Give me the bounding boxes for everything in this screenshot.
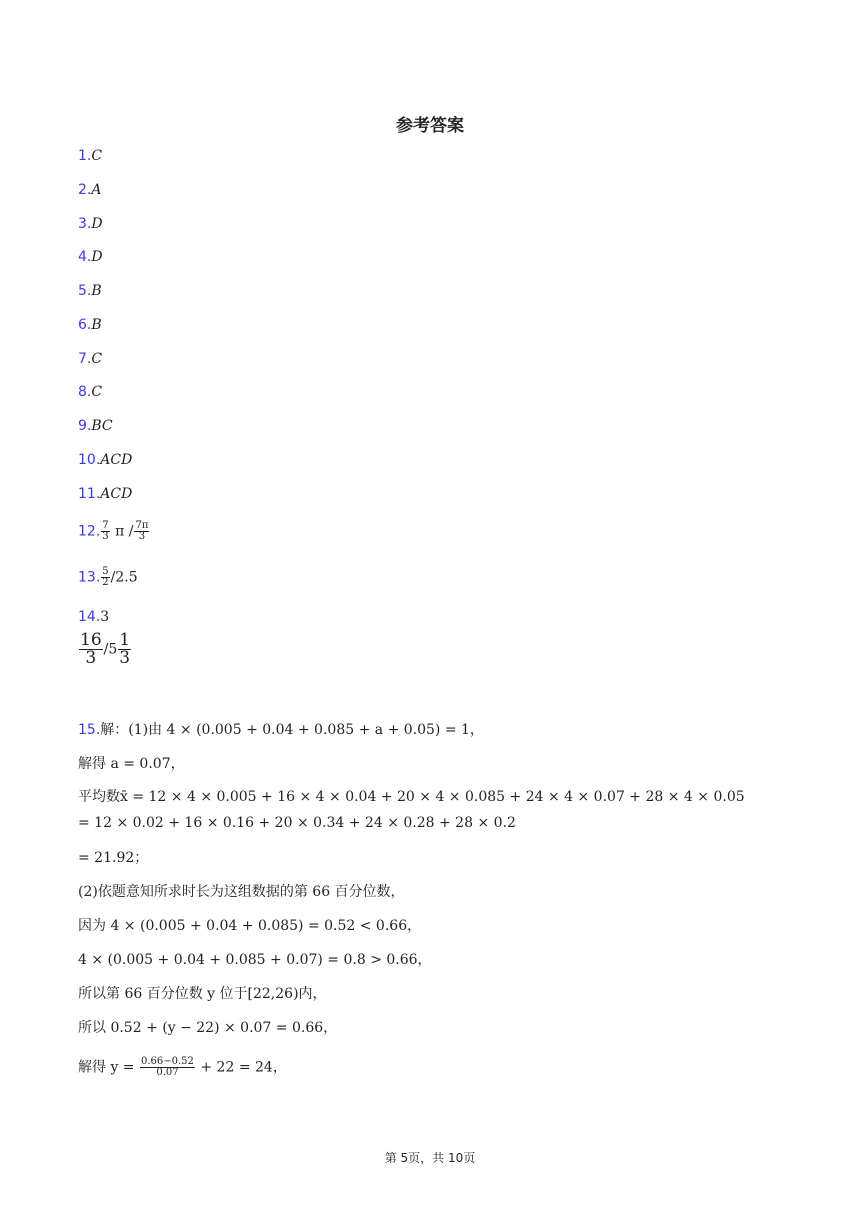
answer-4 <box>78 247 103 267</box>
answer-13: 13. $\frac{5}{2}$ /2.5 <box>78 566 138 588</box>
answer-number: 1. <box>78 148 92 164</box>
answer-value: A <box>91 182 102 198</box>
answer-value: B <box>91 283 102 299</box>
answer-value: D <box>91 249 103 265</box>
answer-14: 14.3 <box>78 609 110 625</box>
answer-3 <box>78 214 103 234</box>
answer-9 <box>78 416 113 436</box>
solution-line: = 12 × 0.02 + 16 × 0.16 + 20 × 0.34 + 24 × 0.28 + 28 × 0.2 <box>78 815 516 831</box>
solution-line: 15.解：(1)由 4 × (0.005 + 0.04 + 0.085 + a + 0.05) = 1， <box>78 722 484 738</box>
answer-6 <box>78 315 102 335</box>
solution-line: 平均数x̄ = 12 × 4 × 0.005 + 16 × 4 × 0.04 + 20 × 4 × 0.085 + 24 × 4 × 0.07 + 28 × 4 × 0.05 <box>78 789 745 805</box>
answer-number: 9. <box>78 418 92 434</box>
answer-number: 2. <box>78 182 92 198</box>
answer-number: 11. <box>78 486 101 502</box>
answer-number: 14. <box>78 609 101 625</box>
answer-value: D <box>91 216 103 232</box>
solution-line: 4 × (0.005 + 0.04 + 0.085 + 0.07) = 0.8 > 0.66， <box>78 952 432 968</box>
answer-number: 4. <box>78 249 92 265</box>
fraction: $\frac{5}{2}$ <box>102 566 109 588</box>
solution-line: 解得 y = $\frac{0.66-0.52}{0.07}$ + 22 = 24， <box>78 1056 287 1078</box>
answer-7 <box>78 349 102 369</box>
answer-value: B <box>91 317 102 333</box>
answer-number: 6. <box>78 317 92 333</box>
answer-number: 7. <box>78 351 92 367</box>
answer-5 <box>78 281 102 301</box>
answer-11 <box>78 484 132 504</box>
answer-10 <box>78 450 132 470</box>
solution-line: (2)依题意知所求时长为这组数据的第 66 百分位数， <box>78 884 405 900</box>
answer-number: 3. <box>78 216 92 232</box>
fraction: $\frac{16}{3}$ <box>80 630 102 668</box>
solution-line: 解得 a = 0.07， <box>78 756 185 772</box>
answer-number: 13. <box>78 569 101 586</box>
answer-value: BC <box>91 418 113 434</box>
fraction: $\frac{1}{3}$ <box>119 630 131 668</box>
answer-value: C <box>91 148 103 164</box>
answer-value: ACD <box>100 486 133 502</box>
answer-14-fraction: $\frac{16}{3}$ /5 $\frac{1}{3}$ <box>80 630 131 668</box>
answer-value: ACD <box>100 452 133 468</box>
answer-number: 10. <box>78 452 101 468</box>
answer-number: 12. <box>78 523 101 540</box>
answer-number: 8. <box>78 384 92 400</box>
answer-number: 5. <box>78 283 92 299</box>
solution-line: 所以 0.52 + (y − 22) × 0.07 = 0.66， <box>78 1020 338 1036</box>
answer-2 <box>78 180 101 200</box>
solution-line: = 21.92； <box>78 850 149 866</box>
fraction: $\frac{0.66-0.52}{0.07}$ <box>141 1056 194 1078</box>
fraction: $\frac{7\pi}{3}$ <box>135 520 149 542</box>
fraction: $\frac{7}{3}$ <box>102 520 109 542</box>
answer-12: 12. $\frac{7}{3}$ π / $\frac{7\pi}{3}$ <box>78 520 149 542</box>
solution-line: 因为 4 × (0.005 + 0.04 + 0.085) = 0.52 < 0.66， <box>78 918 422 934</box>
answer-8 <box>78 382 102 402</box>
page-footer: 第 5页，共 10页 <box>384 1151 476 1165</box>
solution-line: 所以第 66 百分位数 y 位于[22,26)内， <box>78 986 327 1002</box>
answer-1 <box>78 146 102 166</box>
answer-value: C <box>91 384 103 400</box>
answer-value: C <box>91 351 103 367</box>
page-title: 参考答案 <box>396 116 464 136</box>
